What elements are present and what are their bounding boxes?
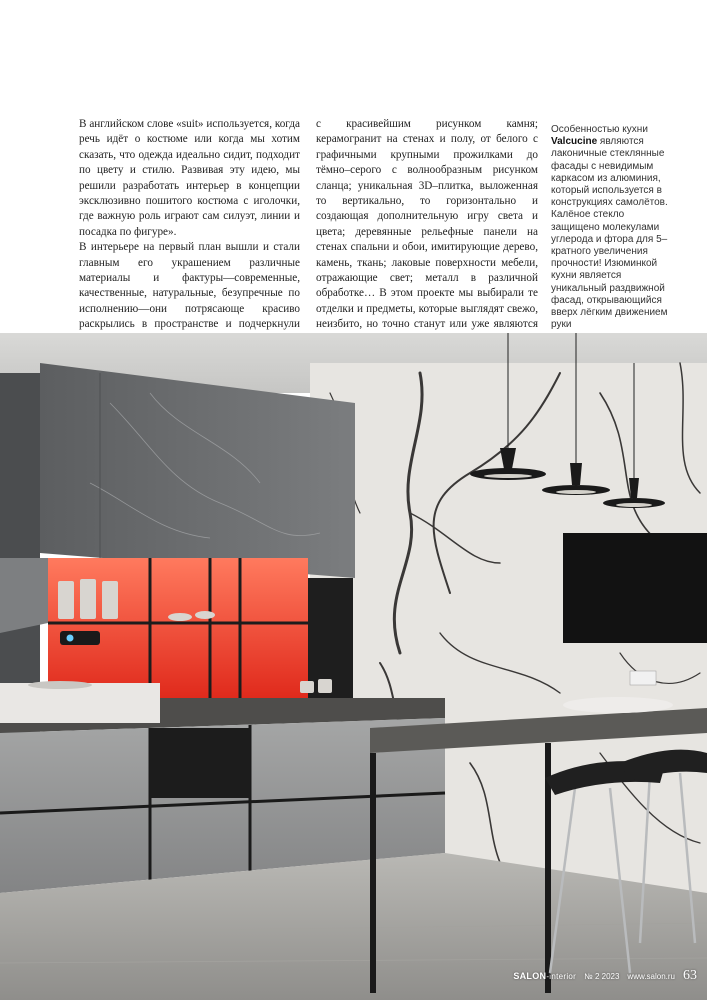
article-column-2 (316, 117, 538, 364)
magazine-logo: SALON-interior (513, 971, 577, 981)
paragraph: В интерьере на первый план вышли и стали главным его украшением различные материалы и фактуры—современные, качественные, натуральные, безупречные по исполнению—они потрясающе красиво раскрылись в пространстве и подчеркнули (79, 241, 300, 331)
issue-number: № 2 2023 (584, 972, 620, 981)
caption-text: являются лаконичные стеклянные фасады с невидимым каркасом из алюминия, который используется в конструкциях самолётов. Калёное стекло защищено молекулами углерода и фтора для 5–кратного увеличения прочности! Изюминкой кухни является уникальный раздвижной фасад, открывающийся вверх лёгким движением руки (551, 136, 668, 331)
paragraph: с красивейшим рисунком камня; керамогранит на стенах и полу, от белого с графичными крупными прожилками до тёмно–серого с волнообразным рисунком сланца; уникальная 3D–плитка, выложенная то вертикально, то горизонтально и создающая дополнительную игру света и цвета; деревянные рельефные панели на стенах спальни и обои, имитирующие дерево, камень, ткань; лаковые поверхности мебели, отражающие свет; металл в различной обработке… В этом проекте мы выбирали те отделки и предметы, которые выглядят свежо, неизбито, но точно станут или уже являются (316, 118, 538, 331)
website: www.salon.ru (627, 972, 675, 981)
article-column-1 (79, 117, 300, 348)
kitchen-photo (0, 333, 707, 1000)
page-number: 63 (683, 968, 697, 983)
sidebar-caption (551, 124, 671, 331)
brand-name: Valcucine (551, 136, 598, 148)
caption-lead: Особенностью кухни (551, 124, 648, 135)
kitchen-illustration (0, 333, 707, 1000)
page-footer (513, 968, 697, 984)
paragraph: В английском слове «suit» используется, когда речь идёт о костюме или когда мы хотим сказать, что одежда идеально сидит, подходит по цвету и стилю. Развивая эту идею, мы решили разработать интерьер в концепции эксклюзивно пошитого костюма с иголочки, где важную роль играют сам силуэт, линии и посадка по фигуре». (79, 118, 300, 238)
